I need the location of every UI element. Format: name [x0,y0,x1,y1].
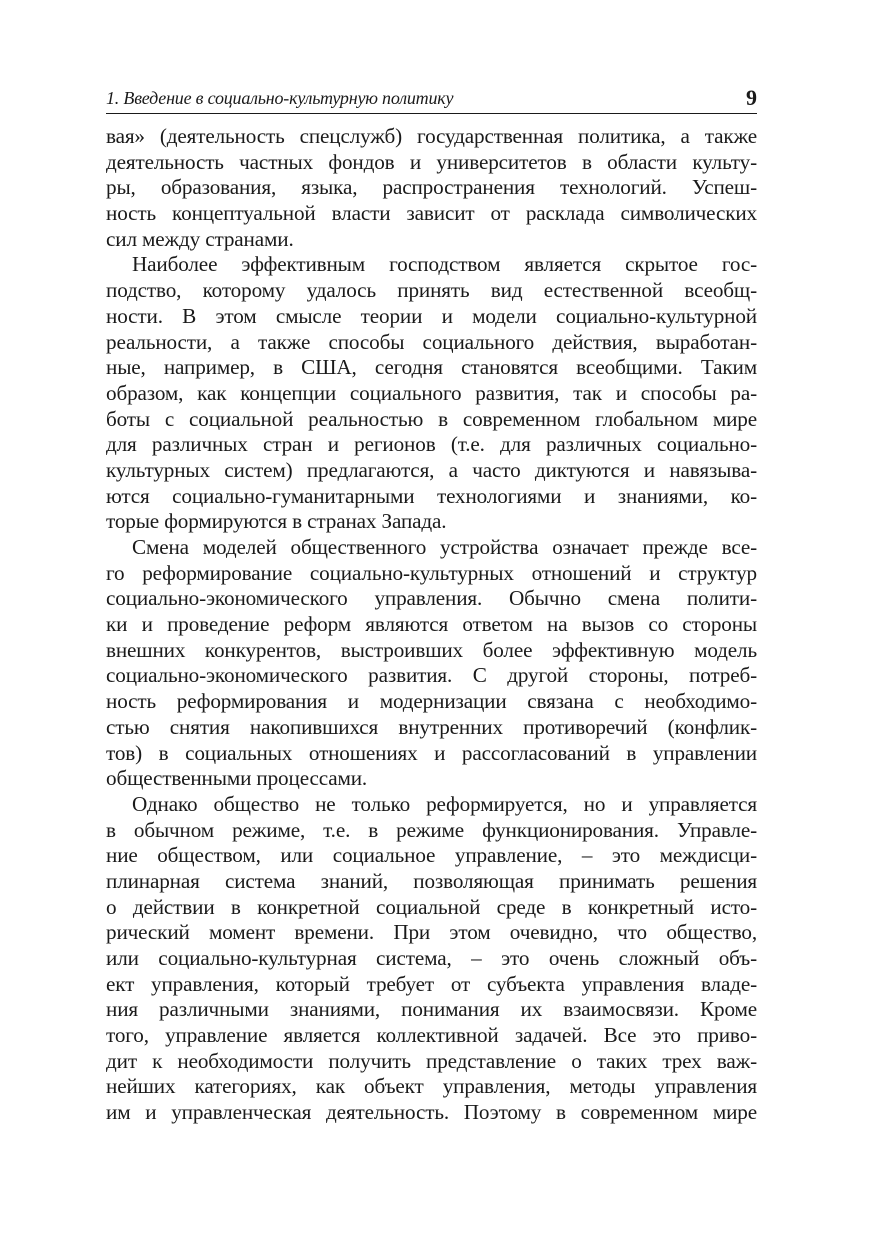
text-line: о действии в конкретной социальной среде в конкретный исто- [106,894,757,919]
text-line: нейших категориях, как объект управления, методы управления [106,1074,757,1099]
text-line: социально-экономического развития. С другой стороны, потреб- [106,663,757,688]
text-line: им и управленческая деятельность. Поэтому в современном мире [106,1100,757,1125]
chapter-title: 1. Введение в социально-культурную политику [106,88,454,108]
running-header [106,86,757,114]
text-line: ект управления, который требует от субъекта управления владе- [106,971,757,996]
paragraph-4 [106,792,757,1126]
text-line: деятельность частных фондов и университетов в области культу- [106,149,757,174]
text-line: ния различными знаниями, понимания их взаимосвязи. Кроме [106,997,757,1022]
text-line: го реформирование социально-культурных отношений и структур [106,560,757,585]
text-line: дит к необходимости получить представление о таких трех важ- [106,1048,757,1073]
text-line: или социально-культурная система, – это очень сложный объ- [106,946,757,970]
text-line: боты с социальной реальностью в современном глобальном мире [106,406,757,431]
text-line: ности. В этом смысле теории и модели социально-культурной [106,303,757,328]
text-line: ние обществом, или социальное управление, – это междисци- [106,843,757,868]
text-line: ки и проведение реформ являются ответом на вызов со стороны [106,612,757,637]
paragraph-3 [106,535,757,792]
text-line: ность концептуальной власти зависит от расклада символических [106,201,757,226]
text-line: ются социально-гуманитарными технологиями и знаниями, ко- [106,483,757,508]
text-line: Смена моделей общественного устройства означает прежде все- [132,535,757,559]
text-line: общественными процессами. [106,766,368,791]
text-line: тов) в социальных отношениях и рассогласований в управлении [106,740,757,765]
text-line: в обычном режиме, т.е. в режиме функционирования. Управле- [106,817,757,842]
text-line: ры, образования, языка, распространения технологий. Успеш- [106,175,757,200]
text-line: плинарная система знаний, позволяющая принимать решения [106,868,757,893]
text-line: реальности, а также способы социального действия, выработан- [106,329,757,354]
text-line: социально-экономического управления. Обычно смена полити- [106,586,757,611]
text-line: того, управление является коллективной задачей. Все это приво- [106,1023,757,1048]
body-text [106,124,757,1126]
text-line: Однако общество не только реформируется, но и управляется [132,791,757,816]
text-line: Наиболее эффективным господством является скрытое гос- [132,252,757,277]
text-line: ные, например, в США, сегодня становятся всеобщими. Таким [106,355,757,380]
paragraph-2 [106,252,757,535]
text-line: внешних конкурентов, выстроивших более эффективную модель [106,637,757,662]
book-page [106,86,757,1126]
text-line: рический момент времени. При этом очевидно, что общество, [106,920,757,945]
text-line: подство, которому удалось принять вид естественной всеобщ- [106,278,757,303]
text-line: ность реформирования и модернизации связана с необходимо- [106,689,757,714]
text-line: вая» (деятельность спецслужб) государственная политика, а также [106,124,757,148]
page-number: 9 [746,85,757,110]
text-line: культурных систем) предлагаются, а часто диктуются и навязыва- [106,457,757,482]
text-line: образом, как концепции социального развития, так и способы ра- [106,380,757,405]
text-line: торые формируются в странах Запада. [106,509,447,534]
paragraph-1 [106,124,757,252]
text-line: сил между странами. [106,226,294,251]
text-line: стью снятия накопившихся внутренних противоречий (конфлик- [106,714,757,739]
text-line: для различных стран и регионов (т.е. для различных социально- [106,432,757,457]
